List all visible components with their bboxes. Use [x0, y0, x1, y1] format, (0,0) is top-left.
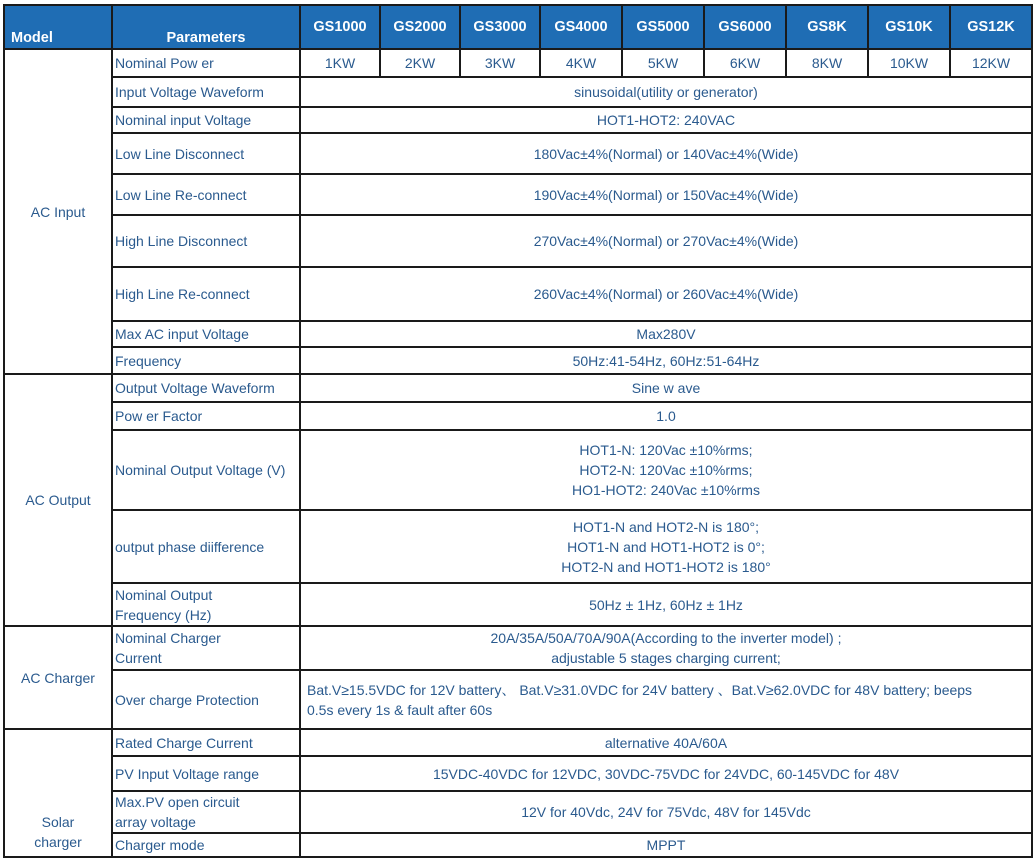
param-label: Rated Charge Current — [112, 729, 300, 756]
param-value: 180Vac±4%(Normal) or 140Vac±4%(Wide) — [300, 133, 1032, 174]
param-label: PV Input Voltage range — [112, 756, 300, 791]
param-line: Nominal Charger — [115, 630, 221, 646]
param-value: Sine w ave — [300, 374, 1032, 402]
param-value: MPPT — [300, 833, 1032, 857]
param-value — [300, 670, 1032, 729]
param-label: Pow er Factor — [112, 402, 300, 430]
power-value: 2KW — [380, 49, 460, 77]
table-row — [4, 430, 1032, 510]
param-value — [300, 626, 1032, 670]
table-row — [4, 833, 1032, 857]
value-line: HOT1-N and HOT2-N is 180°; — [572, 518, 760, 535]
value-line: HOT2-N and HOT1-HOT2 is 180° — [561, 558, 771, 575]
param-line: array voltage — [115, 814, 196, 830]
group-ac-input: AC Input — [4, 49, 112, 374]
group-ac-output: AC Output — [4, 374, 112, 626]
param-value: 15VDC-40VDC for 12VDC, 30VDC-75VDC for 24VDC, 60-145VDC for 48V — [300, 756, 1032, 791]
table-row — [4, 402, 1032, 430]
table-row — [4, 347, 1032, 374]
value-line: 0.5s every 1s & fault after 60s — [307, 701, 493, 718]
model-gs3000: GS3000 — [460, 5, 540, 49]
model-header: Model — [4, 5, 112, 49]
group-line: charger — [34, 834, 82, 850]
group-solar-charger — [4, 729, 112, 857]
param-label: Low Line Re-connect — [112, 174, 300, 215]
header-row — [4, 5, 1032, 49]
group-line: Solar — [41, 814, 75, 830]
model-gs1000: GS1000 — [300, 5, 380, 49]
param-value: sinusoidal(utility or generator) — [300, 77, 1032, 107]
power-value: 10KW — [868, 49, 950, 77]
param-label — [112, 583, 300, 626]
param-label: Output Voltage Waveform — [112, 374, 300, 402]
param-value: Max280V — [300, 321, 1032, 347]
table-row — [4, 583, 1032, 626]
table-row — [4, 626, 1032, 670]
param-value — [300, 510, 1032, 583]
param-label — [112, 791, 300, 833]
param-label: High Line Re-connect — [112, 267, 300, 321]
table-row — [4, 133, 1032, 174]
group-ac-charger: AC Charger — [4, 626, 112, 729]
param-value: 190Vac±4%(Normal) or 150Vac±4%(Wide) — [300, 174, 1032, 215]
model-gs4000: GS4000 — [540, 5, 622, 49]
power-value: 1KW — [300, 49, 380, 77]
value-line: 20A/35A/50A/70A/90A(According to the inverter model) ; — [490, 630, 842, 646]
model-gs8k: GS8K — [786, 5, 868, 49]
param-line: Current — [115, 650, 162, 666]
value-line: HOT2-N: 120Vac ±10%rms; — [579, 462, 753, 478]
value-line: HO1-HOT2: 240Vac ±10%rms — [572, 482, 760, 498]
table-row — [4, 321, 1032, 347]
param-line: Nominal Output — [115, 586, 213, 603]
spec-table — [3, 4, 1033, 858]
param-value: 270Vac±4%(Normal) or 270Vac±4%(Wide) — [300, 215, 1032, 267]
param-value: alternative 40A/60A — [300, 729, 1032, 756]
param-value: 50Hz:41-54Hz, 60Hz:51-64Hz — [300, 347, 1032, 374]
param-value: 12V for 40Vdc, 24V for 75Vdc, 48V for 145Vdc — [300, 791, 1032, 833]
table-row — [4, 756, 1032, 791]
param-label: Max AC input Voltage — [112, 321, 300, 347]
power-value: 12KW — [950, 49, 1032, 77]
param-label: Frequency — [112, 347, 300, 374]
model-gs6000: GS6000 — [704, 5, 786, 49]
param-label: Nominal input Voltage — [112, 107, 300, 133]
table-row — [4, 49, 1032, 77]
param-value: 50Hz ± 1Hz, 60Hz ± 1Hz — [300, 583, 1032, 626]
param-label: High Line Disconnect — [112, 215, 300, 267]
param-label: Input Voltage Waveform — [112, 77, 300, 107]
param-label: output phase diifference — [112, 510, 300, 583]
model-gs2000: GS2000 — [380, 5, 460, 49]
table-row — [4, 267, 1032, 321]
model-gs10k: GS10K — [868, 5, 950, 49]
power-value: 6KW — [704, 49, 786, 77]
model-gs12k: GS12K — [950, 5, 1032, 49]
param-label: Nominal Output Voltage (V) — [112, 430, 300, 510]
power-value: 5KW — [622, 49, 704, 77]
model-gs5000: GS5000 — [622, 5, 704, 49]
param-label — [112, 626, 300, 670]
power-value: 4KW — [540, 49, 622, 77]
table-row — [4, 215, 1032, 267]
param-label: Over charge Protection — [112, 670, 300, 729]
value-line: HOT1-N: 120Vac ±10%rms; — [579, 442, 753, 458]
table-row — [4, 174, 1032, 215]
value-line: adjustable 5 stages charging current; — [551, 650, 781, 666]
power-value: 8KW — [786, 49, 868, 77]
table-row — [4, 107, 1032, 133]
param-label: Charger mode — [112, 833, 300, 857]
param-value: HOT1-HOT2: 240VAC — [300, 107, 1032, 133]
param-value: 260Vac±4%(Normal) or 260Vac±4%(Wide) — [300, 267, 1032, 321]
param-value — [300, 430, 1032, 510]
table-row — [4, 374, 1032, 402]
param-nominal-power: Nominal Pow er — [112, 49, 300, 77]
table-row — [4, 729, 1032, 756]
power-value: 3KW — [460, 49, 540, 77]
value-line: HOT1-N and HOT1-HOT2 is 0°; — [567, 538, 765, 555]
table-row — [4, 791, 1032, 833]
param-label: Low Line Disconnect — [112, 133, 300, 174]
table-row — [4, 77, 1032, 107]
table-row — [4, 510, 1032, 583]
param-value: 1.0 — [300, 402, 1032, 430]
param-line: Max.PV open circuit — [115, 794, 240, 810]
table-row — [4, 670, 1032, 729]
param-line: Frequency (Hz) — [115, 606, 212, 623]
value-line: Bat.V≥15.5VDC for 12V battery、 Bat.V≥31.0VDC for 24V battery 、Bat.V≥62.0VDC for 48V battery; beeps — [307, 681, 973, 698]
parameters-header: Parameters — [112, 5, 300, 49]
